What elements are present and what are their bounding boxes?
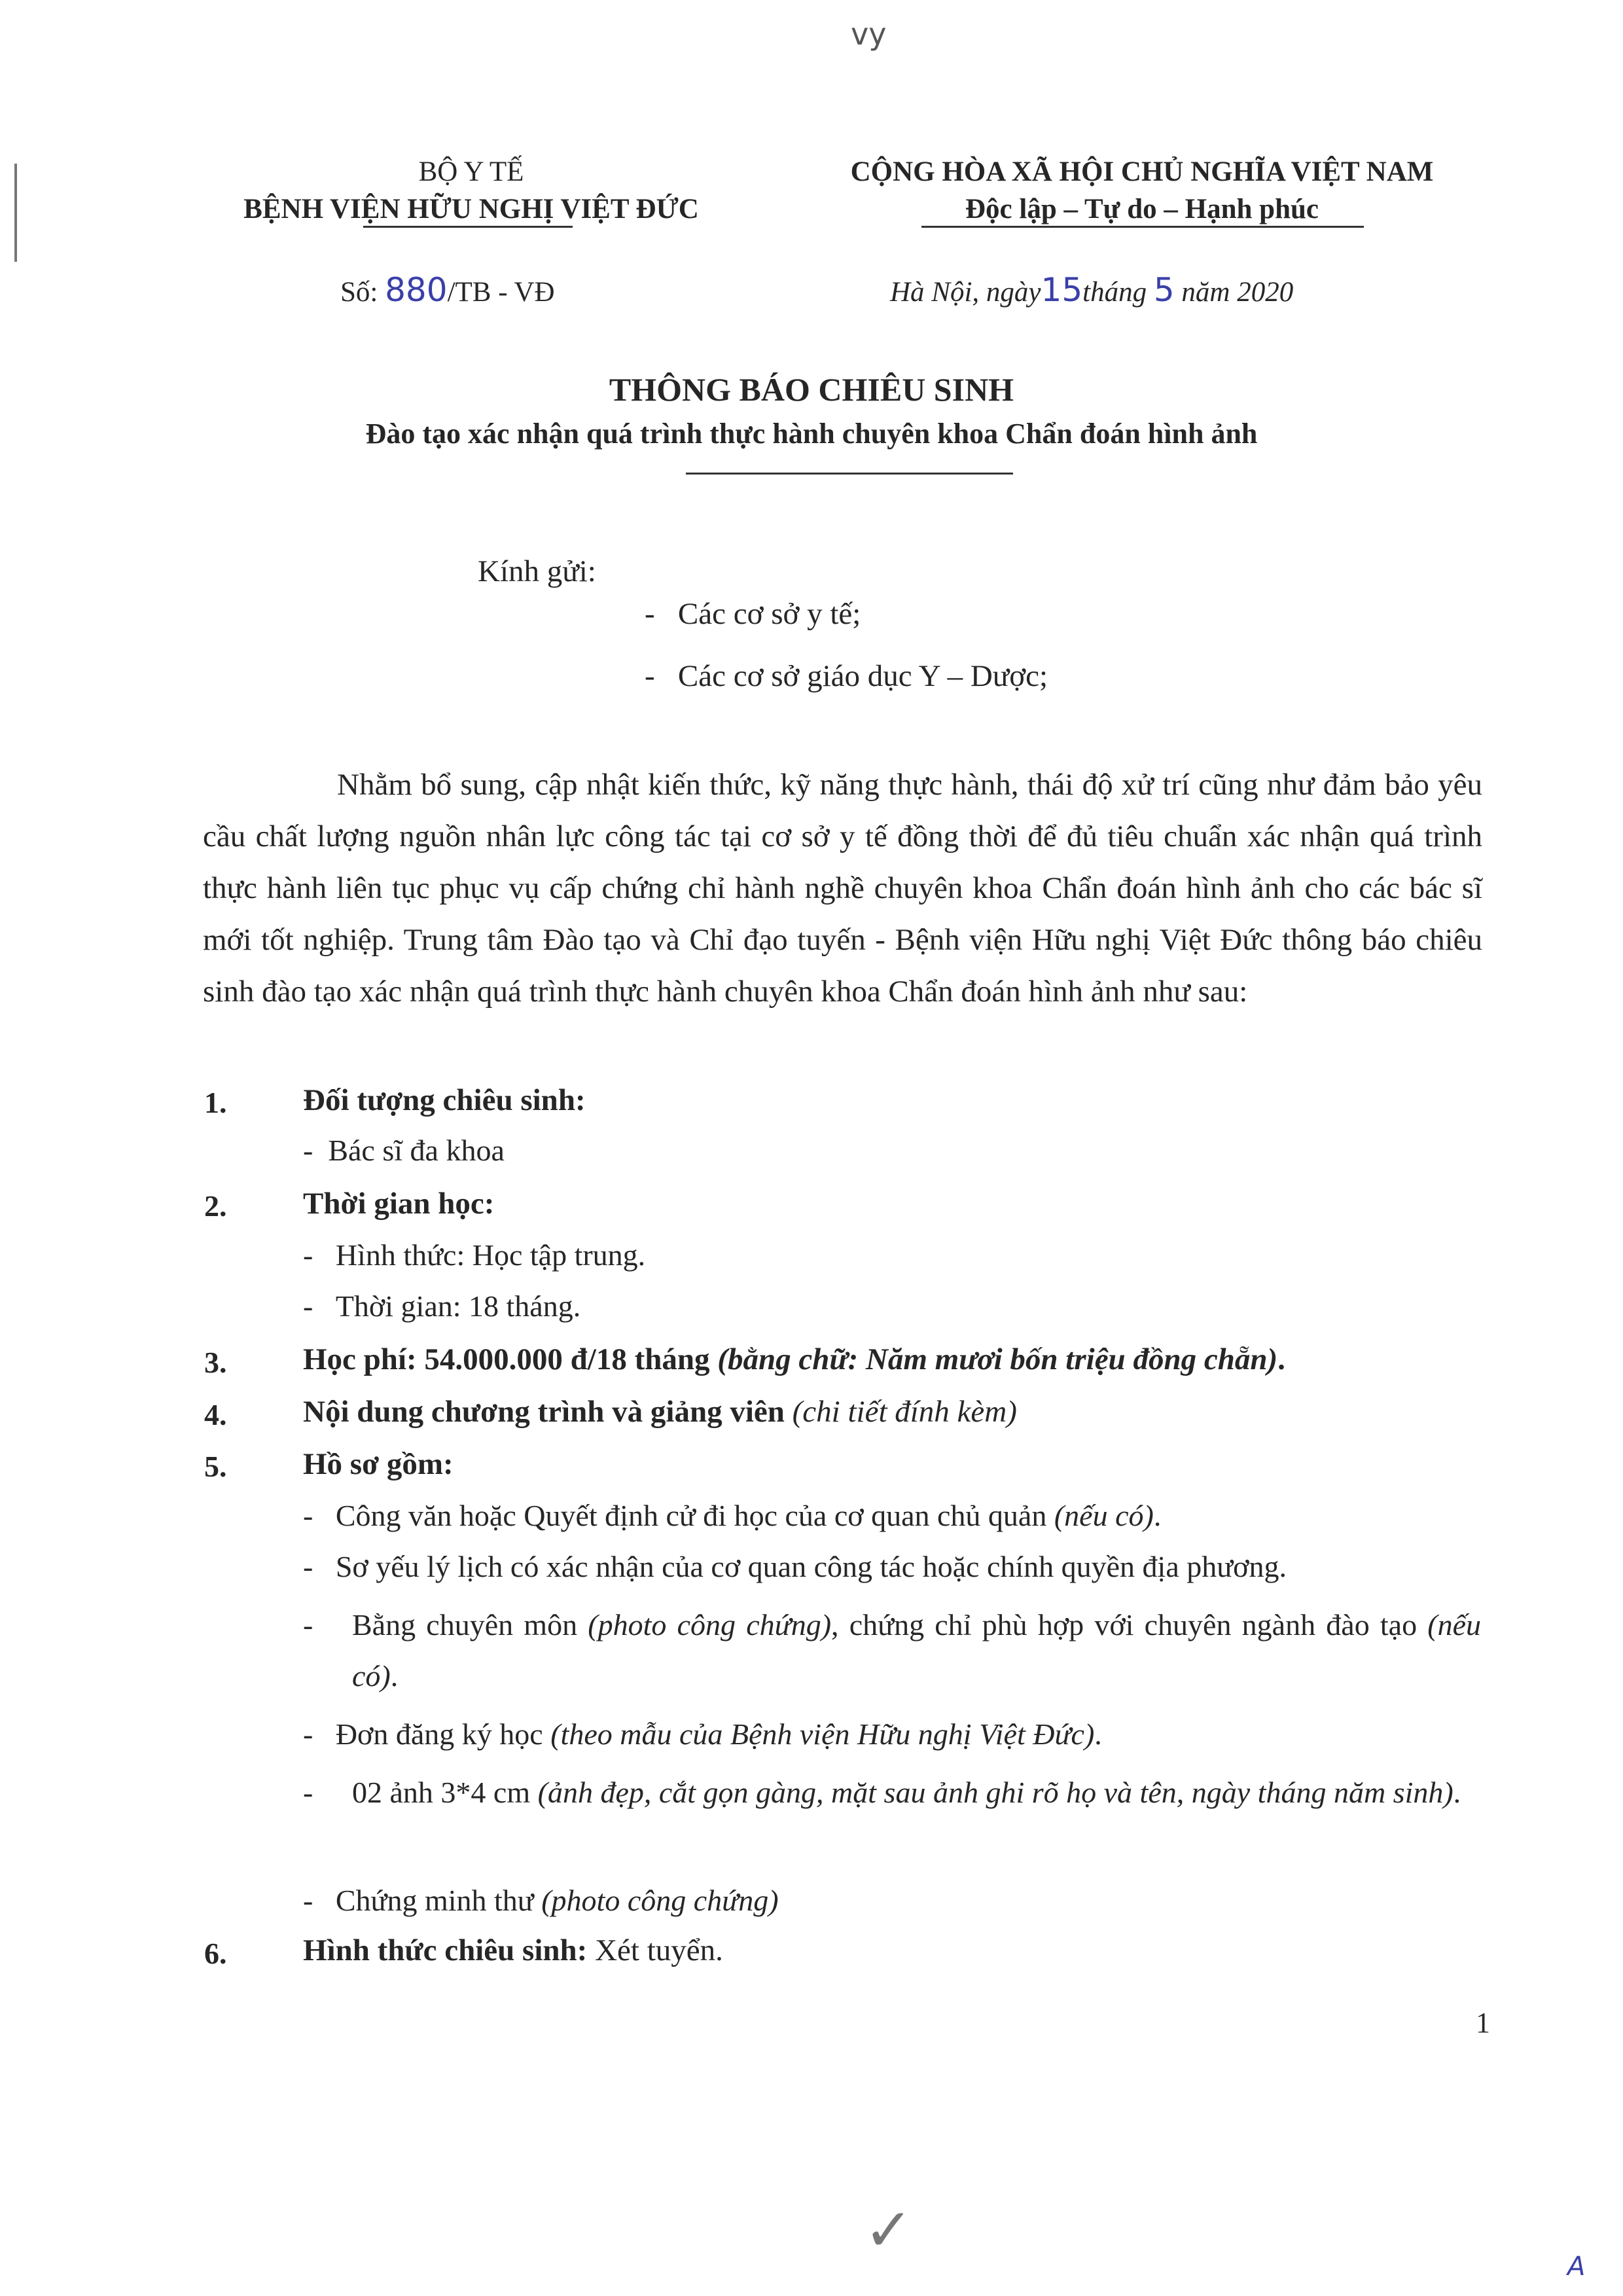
list-dash: - bbox=[303, 1776, 313, 1809]
list-item: - Đơn đăng ký học (theo mẫu của Bệnh viện Hữu nghị Việt Đức). bbox=[303, 1717, 1102, 1751]
section-number: 4. bbox=[204, 1398, 227, 1431]
motto: Độc lập – Tự do – Hạnh phúc bbox=[965, 194, 1319, 224]
motto-underline bbox=[921, 226, 1364, 228]
ministry-name: BỘ Y TẾ bbox=[418, 156, 524, 187]
tuition-amount: Học phí: 54.000.000 đ/18 tháng bbox=[303, 1342, 710, 1376]
section-title: Hồ sơ gồm: bbox=[303, 1447, 454, 1481]
list-item-note: (photo công chứng) bbox=[588, 1608, 832, 1641]
date-place: Hà Nội, ngày bbox=[890, 277, 1041, 308]
recipients-label: Kính gửi: bbox=[478, 554, 596, 588]
list-item-note: (theo mẫu của Bệnh viện Hữu nghị Việt Đức) bbox=[550, 1717, 1095, 1751]
list-item-note: (ảnh đẹp, cắt gọn gàng, mặt sau ảnh ghi rõ họ và tên, ngày tháng năm sinh) bbox=[537, 1776, 1454, 1809]
section-number: 3. bbox=[204, 1346, 227, 1379]
section-title: Hình thức chiêu sinh: bbox=[303, 1933, 588, 1967]
corner-initial: A bbox=[1567, 2251, 1586, 2282]
list-item-end: . bbox=[1153, 1499, 1162, 1532]
list-item-text: Bác sĩ đa khoa bbox=[328, 1134, 505, 1167]
date-month-label: tháng bbox=[1082, 277, 1147, 308]
title-underline bbox=[686, 473, 1013, 475]
list-item-note: (nếu có) bbox=[352, 1608, 1482, 1693]
number-suffix: /TB - VĐ bbox=[447, 277, 555, 308]
hospital-underline bbox=[363, 226, 573, 228]
list-item: - Bác sĩ đa khoa bbox=[303, 1134, 505, 1167]
recipient-text: Các cơ sở y tế; bbox=[677, 597, 861, 631]
list-item: - Chứng minh thư (photo công chứng) bbox=[303, 1884, 779, 1917]
document-title: THÔNG BÁO CHIÊU SINH bbox=[609, 371, 1014, 408]
number-handwritten: 880 bbox=[385, 271, 448, 309]
list-item-text: Đơn đăng ký học bbox=[335, 1717, 551, 1751]
date-month: 5 bbox=[1153, 271, 1175, 309]
document-number bbox=[340, 272, 555, 311]
section-number: 1. bbox=[204, 1086, 227, 1119]
list-dash: - bbox=[303, 1608, 313, 1641]
margin-mark bbox=[14, 164, 17, 262]
recipient-item: - Các cơ sở y tế; bbox=[645, 597, 861, 631]
date-year: năm 2020 bbox=[1181, 277, 1294, 308]
date-day: 15 bbox=[1041, 271, 1083, 309]
intro-paragraph: Nhằm bổ sung, cập nhật kiến thức, kỹ năng thực hành, thái độ xử trí cũng như đảm bảo yêu cầu chất lượng nguồn nhân lực công tác tại cơ sở y tế đồng thời để đủ tiêu chuẩn xác nhận quá trình thực hành liên tục phục vụ cấp chứng chỉ hành nghề chuyên khoa Chẩn đoán hình ảnh cho các bác sĩ mới tốt nghiệp. Trung tâm Đào tạo và Chỉ đạo tuyến - Bệnh viện Hữu nghị Việt Đức thông báo chiêu sinh đào tạo xác nhận quá trình thực hành chuyên khoa Chẩn đoán hình ảnh như sau: bbox=[203, 768, 1482, 1009]
section-title: Đối tượng chiêu sinh: bbox=[303, 1083, 586, 1117]
handwritten-initials: vy bbox=[851, 16, 887, 52]
list-item: - Sơ yếu lý lịch có xác nhận của cơ quan công tác hoặc chính quyền địa phương. bbox=[303, 1550, 1287, 1583]
section-number: 6. bbox=[204, 1937, 227, 1970]
list-item-end: . bbox=[1094, 1717, 1102, 1751]
hospital-name: BỆNH VIỆN HỮU NGHỊ VIỆT ĐỨC bbox=[243, 194, 699, 224]
list-item bbox=[303, 1600, 1481, 1702]
page-number: 1 bbox=[1476, 2007, 1490, 2039]
recipient-text: Các cơ sở giáo dục Y – Dược; bbox=[677, 659, 1048, 693]
list-item-text: Thời gian: 18 tháng. bbox=[335, 1289, 581, 1323]
content-note: (chi tiết đính kèm) bbox=[792, 1395, 1017, 1429]
list-item-body bbox=[352, 1767, 1481, 1818]
list-item-note: (photo công chứng) bbox=[541, 1884, 779, 1917]
list-item-note: (nếu có) bbox=[1054, 1499, 1154, 1532]
content-line bbox=[303, 1394, 1017, 1429]
list-item-text: Bằng chuyên môn bbox=[352, 1608, 588, 1641]
list-item-text: Sơ yếu lý lịch có xác nhận của cơ quan công tác hoặc chính quyền địa phương. bbox=[335, 1550, 1287, 1583]
section-title: Thời gian học: bbox=[303, 1187, 495, 1221]
number-prefix: Số: bbox=[340, 277, 378, 308]
selection-method: Xét tuyển. bbox=[587, 1933, 723, 1967]
section-number: 2. bbox=[204, 1189, 227, 1223]
list-item: - Công văn hoặc Quyết định cử đi học của cơ quan chủ quản (nếu có). bbox=[303, 1499, 1162, 1532]
check-mark: ✓ bbox=[864, 2196, 914, 2265]
list-item-text: , chứng chỉ phù hợp với chuyên ngành đào tạo bbox=[831, 1608, 1428, 1641]
document-subtitle: Đào tạo xác nhận quá trình thực hành chuyên khoa Chẩn đoán hình ảnh bbox=[365, 418, 1258, 450]
document-date bbox=[890, 272, 1293, 311]
list-item-text: 02 ảnh 3*4 cm bbox=[352, 1776, 538, 1809]
content-title: Nội dung chương trình và giảng viên bbox=[303, 1395, 785, 1429]
list-item bbox=[303, 1767, 1481, 1818]
list-item-end: . bbox=[390, 1659, 399, 1693]
country-name: CỘNG HÒA XÃ HỘI CHỦ NGHĨA VIỆT NAM bbox=[850, 156, 1434, 187]
tuition-words: (bằng chữ: Năm mươi bốn triệu đồng chẵn) bbox=[717, 1342, 1278, 1376]
tuition-line bbox=[303, 1342, 1285, 1377]
list-item-text: Hình thức: Học tập trung. bbox=[335, 1238, 646, 1272]
list-item-text: Chứng minh thư bbox=[335, 1884, 542, 1917]
list-item: - Thời gian: 18 tháng. bbox=[303, 1289, 581, 1323]
list-item-body bbox=[352, 1600, 1481, 1702]
list-item: - Hình thức: Học tập trung. bbox=[303, 1238, 646, 1272]
section-number: 5. bbox=[204, 1450, 227, 1483]
list-item-text: Công văn hoặc Quyết định cử đi học của cơ quan chủ quản bbox=[335, 1499, 1054, 1532]
list-item-end: . bbox=[1453, 1776, 1461, 1809]
recipient-item: - Các cơ sở giáo dục Y – Dược; bbox=[645, 659, 1048, 693]
tuition-end: . bbox=[1277, 1342, 1285, 1376]
selection-line bbox=[303, 1933, 723, 1968]
